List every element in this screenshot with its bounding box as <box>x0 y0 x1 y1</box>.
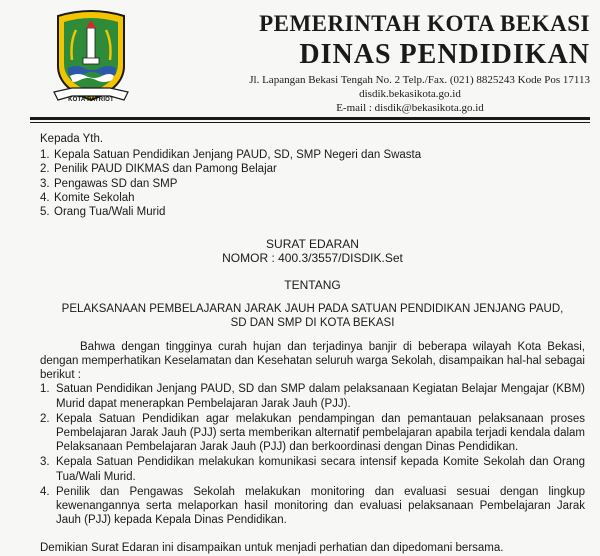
circular-subject: PELAKSANAAN PEMBELAJARAN JARAK JAUH PADA SATUAN PENDIDIKAN JENJANG PAUD, SD DAN SMP DI KOTA BEKASI <box>61 302 564 329</box>
point-item: 4. Penilik dan Pengawas Sekolah melakukan monitoring dan evaluasi sesuai dengan lingkup kewenangannya serta melaporkan hasil monitoring dan evaluasi pelaksanaan Pembelajaran Jarak Jauh (PJJ) kepada Kepala Dinas Pendidikan. <box>40 485 585 527</box>
letter-body <box>40 132 585 556</box>
circular-title: SURAT EDARAN <box>266 237 359 252</box>
circular-number: NOMOR : 400.3/3557/DISDIK.Set <box>222 251 403 266</box>
addressee-item: 3. Pengawas SD dan SMP <box>40 177 178 190</box>
point-item: 3. Kepala Satuan Pendidikan melakukan komunikasi secara intensif kepada Komite Sekolah dan Orang Tua/Wali Murid. <box>40 456 585 483</box>
letterhead-rule-thick <box>30 117 590 120</box>
department-name: DINAS PENDIDIKAN <box>299 39 590 70</box>
addressee-item: 1. Kepala Satuan Pendidikan Jenjang PAUD, SD, SMP Negeri dan Swasta <box>40 149 422 162</box>
about-label: TENTANG <box>284 277 341 292</box>
government-name: PEMERINTAH KOTA BEKASI <box>259 11 590 36</box>
intro-paragraph: Bahwa dengan tingginya curah hujan dan terjadinya banjir di beberapa wilayah Kota Bekasi, dengan memperhatikan Keselamatan dan Kesehatan seluruh warga Sekolah, disampaikan hal-hal sebagai berikut : <box>40 340 585 382</box>
addressee-item: 5. Orang Tua/Wali Murid <box>40 206 166 219</box>
letterhead <box>170 10 590 115</box>
addressee-list <box>40 148 585 219</box>
addressee-item: 4. Komite Sekolah <box>40 191 135 204</box>
office-email: E-mail : disdik@bekasikota.go.id <box>336 102 484 114</box>
office-website: disdik.bekasikota.go.id <box>359 88 461 100</box>
closing-statement: Demikian Surat Edaran ini disampaikan untuk menjadi perhatian dan dipedomani bersama. <box>40 542 504 555</box>
addressee-title: Kepada Yth. <box>40 133 104 145</box>
addressee-item: 2. Penilik PAUD DIKMAS dan Pamong Belajar <box>40 163 277 176</box>
office-address: Jl. Lapangan Bekasi Tengah No. 2 Telp./Fax. (021) 8825243 Kode Pos 17113 <box>249 74 590 86</box>
city-emblem-logo <box>50 8 132 108</box>
point-item: 2. Kepala Satuan Pendidikan agar melakukan pendampingan dan pemantauan pelaksanaan proses Pembelajaran Jarak Jauh (PJJ) serta memberikan alternatif pembelajaran apabila terjadi kendala dalam Pelaksanaan Pembelajaran Jarak Jauh (PJJ) dan berkoordinasi dengan Dinas Pendidikan. <box>40 412 585 454</box>
letterhead-rule-thin <box>30 122 590 123</box>
points-list <box>40 382 585 527</box>
point-item: 1. Satuan Pendidikan Jenjang PAUD, SD dan SMP dalam pelaksanaan Kegiatan Belajar Mengajar (KBM) Murid dapat menerapkan Pembelajaran Jarak Jauh (PJJ). <box>40 383 585 410</box>
logo-ribbon-text: KOTA PATRIOT <box>68 97 114 103</box>
